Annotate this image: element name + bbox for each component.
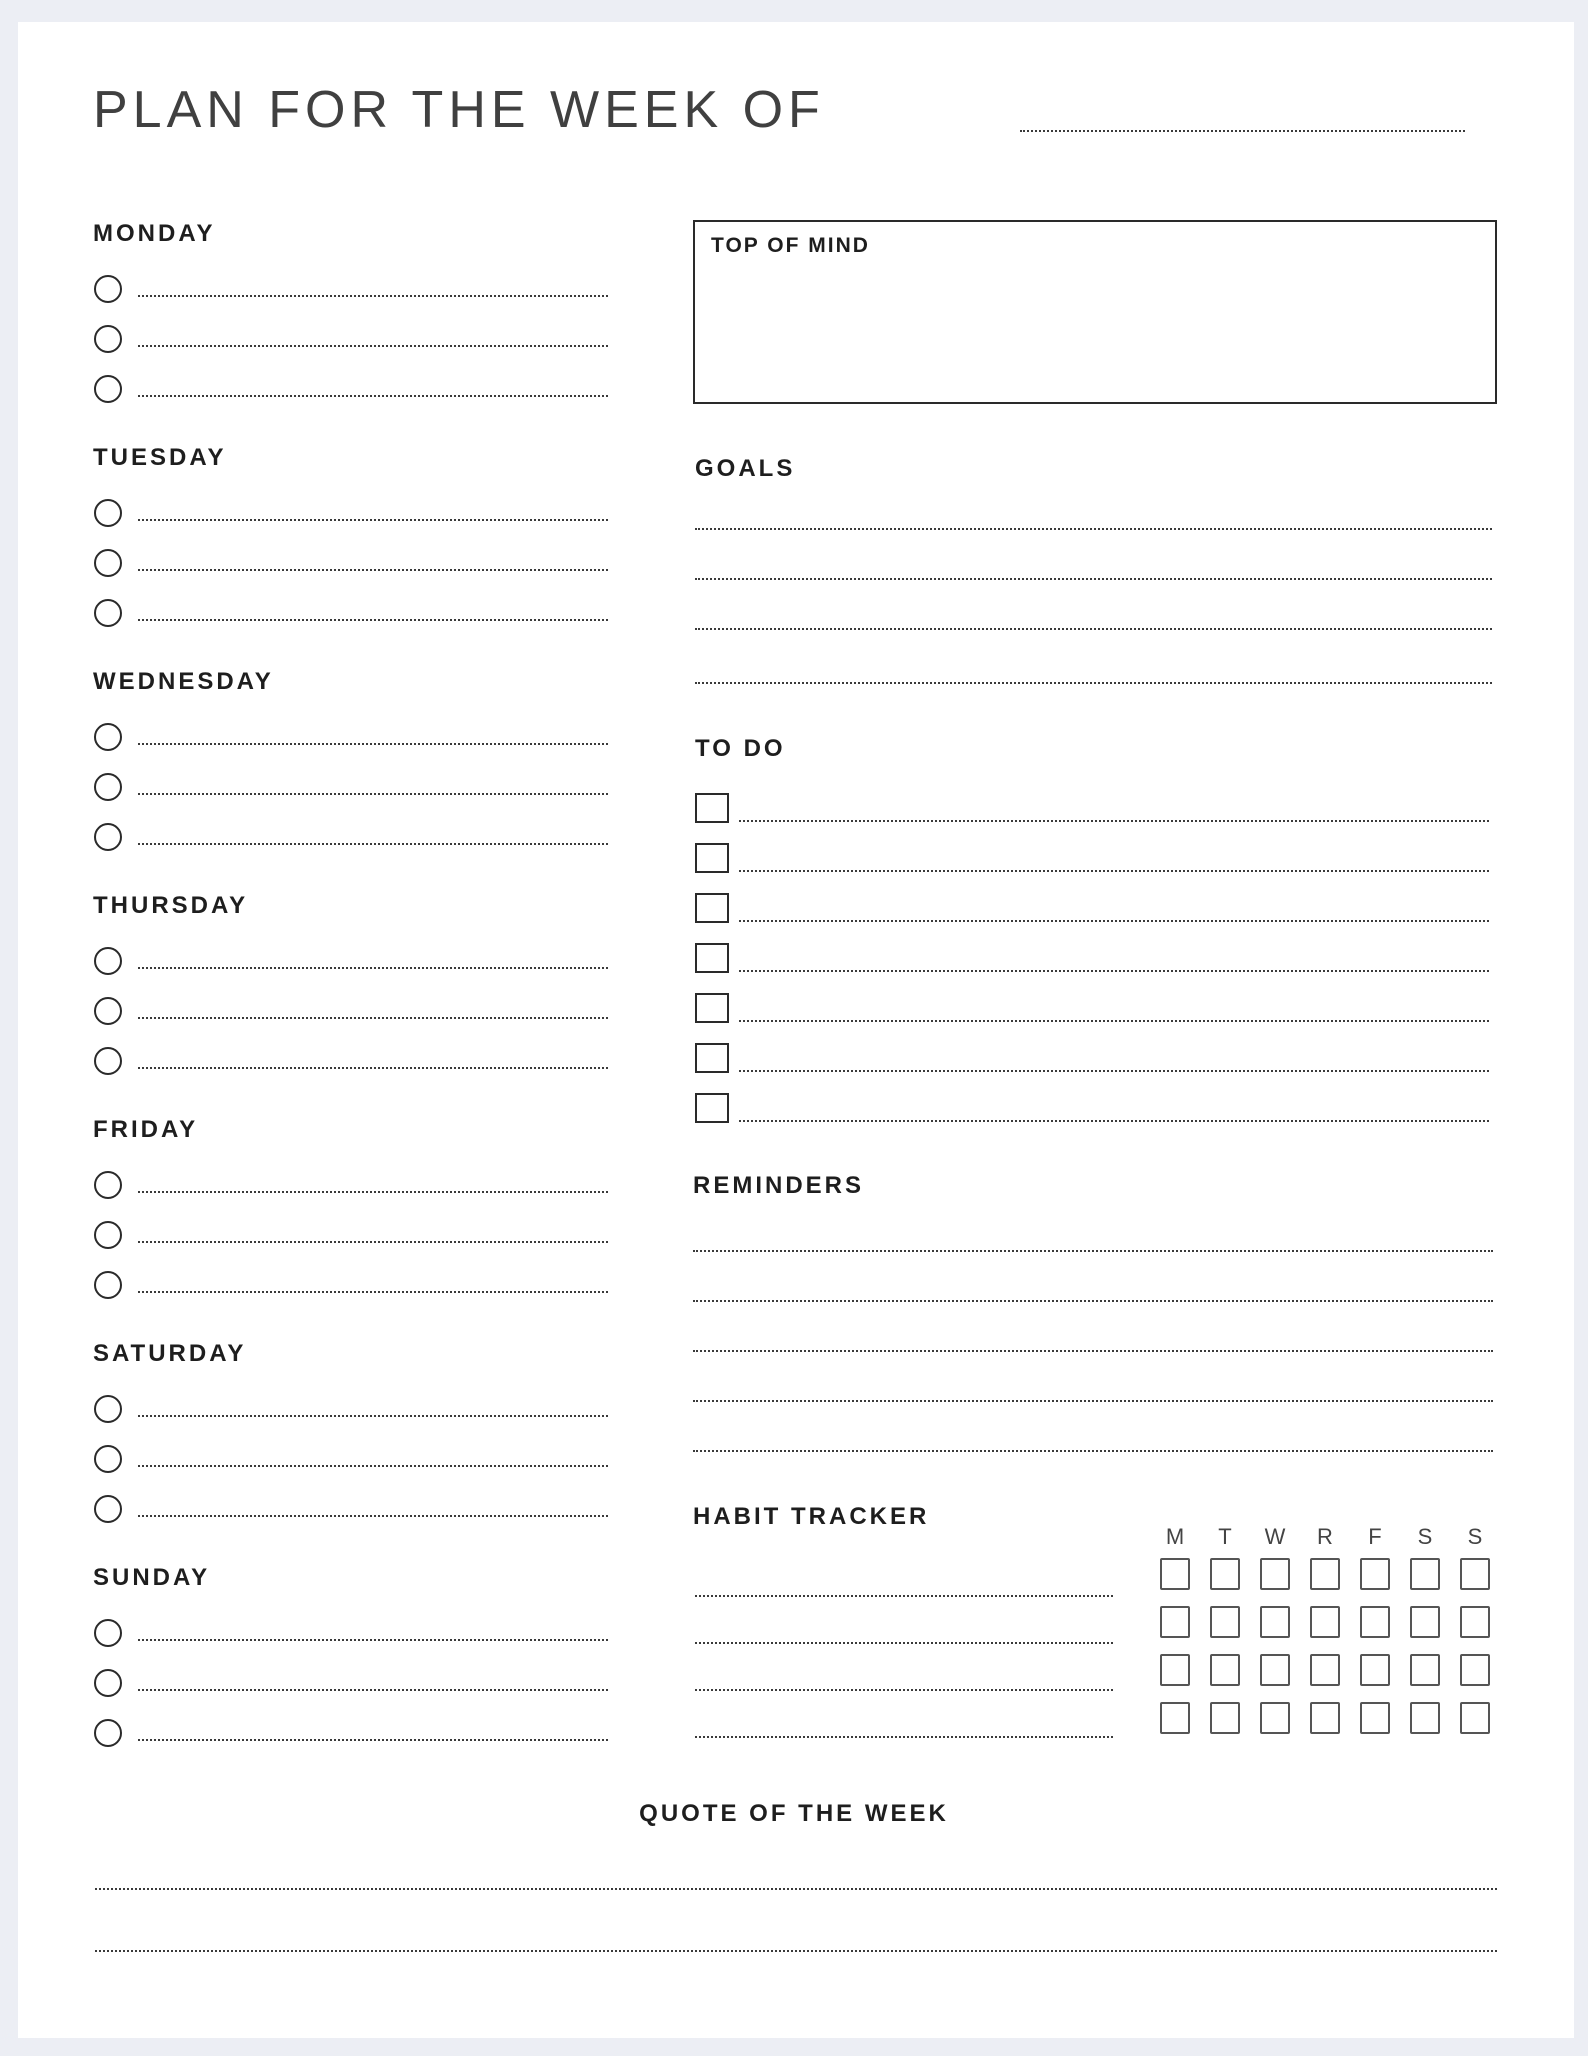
habit-checkbox[interactable] <box>1410 1558 1440 1590</box>
task-radio[interactable] <box>94 599 122 627</box>
habit-checkbox[interactable] <box>1260 1702 1290 1734</box>
task-radio[interactable] <box>94 773 122 801</box>
habit-checkbox[interactable] <box>1160 1654 1190 1686</box>
reminder-line[interactable] <box>693 1400 1493 1402</box>
goals-heading: GOALS <box>695 455 796 482</box>
day-heading-thursday: THURSDAY <box>93 892 249 919</box>
day-heading-friday: FRIDAY <box>93 1116 199 1143</box>
habit-checkbox[interactable] <box>1360 1654 1390 1686</box>
habit-checkbox[interactable] <box>1410 1654 1440 1686</box>
reminder-line[interactable] <box>693 1350 1493 1352</box>
task-line[interactable] <box>138 519 608 521</box>
habit-checkbox[interactable] <box>1460 1654 1490 1686</box>
top-of-mind-label: TOP OF MIND <box>711 234 870 257</box>
task-radio[interactable] <box>94 1271 122 1299</box>
todo-checkbox[interactable] <box>695 943 729 973</box>
todo-heading: TO DO <box>695 735 786 762</box>
task-line[interactable] <box>138 1639 608 1641</box>
task-line[interactable] <box>138 1689 608 1691</box>
habit-checkbox[interactable] <box>1310 1702 1340 1734</box>
goal-line[interactable] <box>695 682 1492 684</box>
task-radio[interactable] <box>94 1171 122 1199</box>
top-of-mind-box[interactable] <box>693 220 1497 404</box>
task-line[interactable] <box>138 345 608 347</box>
habit-day-label: R <box>1317 1524 1333 1549</box>
todo-line[interactable] <box>739 920 1489 922</box>
day-heading-sunday: SUNDAY <box>93 1564 211 1591</box>
task-line[interactable] <box>138 743 608 745</box>
day-heading-tuesday: TUESDAY <box>93 444 227 471</box>
task-radio[interactable] <box>94 1669 122 1697</box>
todo-checkbox[interactable] <box>695 793 729 823</box>
reminder-line[interactable] <box>693 1250 1493 1252</box>
habit-checkbox[interactable] <box>1260 1606 1290 1638</box>
task-radio[interactable] <box>94 723 122 751</box>
habit-name-line[interactable] <box>695 1642 1113 1644</box>
task-line[interactable] <box>138 1017 608 1019</box>
task-line[interactable] <box>138 395 608 397</box>
task-line[interactable] <box>138 1465 608 1467</box>
quote-line[interactable] <box>95 1888 1497 1890</box>
habit-checkbox[interactable] <box>1260 1654 1290 1686</box>
habit-day-label: S <box>1417 1524 1433 1549</box>
todo-checkbox[interactable] <box>695 843 729 873</box>
task-line[interactable] <box>138 1515 608 1517</box>
habit-day-label: W <box>1264 1524 1286 1549</box>
task-line[interactable] <box>138 1291 608 1293</box>
task-radio[interactable] <box>94 1495 122 1523</box>
task-line[interactable] <box>138 619 608 621</box>
reminders-heading: REMINDERS <box>693 1172 865 1199</box>
goal-line[interactable] <box>695 578 1492 580</box>
task-line[interactable] <box>138 793 608 795</box>
week-of-field[interactable] <box>1020 130 1465 132</box>
task-line[interactable] <box>138 967 608 969</box>
reminder-line[interactable] <box>693 1450 1493 1452</box>
goal-line[interactable] <box>695 528 1492 530</box>
task-line[interactable] <box>138 295 608 297</box>
todo-line[interactable] <box>739 820 1489 822</box>
reminder-line[interactable] <box>693 1300 1493 1302</box>
todo-checkbox[interactable] <box>695 993 729 1023</box>
task-line[interactable] <box>138 1191 608 1193</box>
habit-checkbox[interactable] <box>1410 1606 1440 1638</box>
page-title: PLAN FOR THE WEEK OF <box>93 81 825 139</box>
todo-checkbox[interactable] <box>695 1043 729 1073</box>
todo-line[interactable] <box>739 1120 1489 1122</box>
task-radio[interactable] <box>94 1221 122 1249</box>
task-line[interactable] <box>138 843 608 845</box>
task-radio[interactable] <box>94 1445 122 1473</box>
habit-checkbox[interactable] <box>1460 1606 1490 1638</box>
task-radio[interactable] <box>94 375 122 403</box>
task-radio[interactable] <box>94 1719 122 1747</box>
task-radio[interactable] <box>94 499 122 527</box>
habit-checkbox[interactable] <box>1260 1558 1290 1590</box>
habit-name-line[interactable] <box>695 1689 1113 1691</box>
task-line[interactable] <box>138 1241 608 1243</box>
habit-checkbox[interactable] <box>1160 1606 1190 1638</box>
task-radio[interactable] <box>94 947 122 975</box>
quote-line[interactable] <box>95 1950 1497 1952</box>
day-heading-monday: MONDAY <box>93 220 216 247</box>
habit-day-label: M <box>1165 1524 1185 1549</box>
task-radio[interactable] <box>94 1619 122 1647</box>
day-heading-wednesday: WEDNESDAY <box>93 668 274 695</box>
habit-name-line[interactable] <box>695 1595 1113 1597</box>
task-radio[interactable] <box>94 549 122 577</box>
habit-checkbox[interactable] <box>1360 1606 1390 1638</box>
habit-checkbox[interactable] <box>1210 1558 1240 1590</box>
task-line[interactable] <box>138 569 608 571</box>
quote-heading: QUOTE OF THE WEEK <box>639 1800 949 1827</box>
habit-day-label: S <box>1467 1524 1483 1549</box>
todo-checkbox[interactable] <box>695 1093 729 1123</box>
task-radio[interactable] <box>94 823 122 851</box>
habit-checkbox[interactable] <box>1310 1558 1340 1590</box>
task-radio[interactable] <box>94 1047 122 1075</box>
todo-checkbox[interactable] <box>695 893 729 923</box>
habit-checkbox[interactable] <box>1460 1702 1490 1734</box>
todo-line[interactable] <box>739 970 1489 972</box>
habit-checkbox[interactable] <box>1160 1558 1190 1590</box>
habit-tracker-heading: HABIT TRACKER <box>693 1503 930 1530</box>
task-radio[interactable] <box>94 275 122 303</box>
task-line[interactable] <box>138 1415 608 1417</box>
task-radio[interactable] <box>94 997 122 1025</box>
todo-line[interactable] <box>739 1020 1489 1022</box>
habit-checkbox[interactable] <box>1360 1558 1390 1590</box>
habit-day-label: T <box>1218 1524 1232 1549</box>
habit-name-line[interactable] <box>695 1736 1113 1738</box>
habit-checkbox[interactable] <box>1210 1654 1240 1686</box>
todo-line[interactable] <box>739 870 1489 872</box>
habit-checkbox[interactable] <box>1160 1702 1190 1734</box>
habit-checkbox[interactable] <box>1360 1702 1390 1734</box>
goal-line[interactable] <box>695 628 1492 630</box>
habit-checkbox[interactable] <box>1310 1654 1340 1686</box>
habit-checkbox[interactable] <box>1460 1558 1490 1590</box>
task-line[interactable] <box>138 1067 608 1069</box>
habit-checkbox[interactable] <box>1210 1606 1240 1638</box>
task-radio[interactable] <box>94 1395 122 1423</box>
habit-checkbox[interactable] <box>1210 1702 1240 1734</box>
day-heading-saturday: SATURDAY <box>93 1340 247 1367</box>
task-line[interactable] <box>138 1739 608 1741</box>
habit-checkbox[interactable] <box>1410 1702 1440 1734</box>
habit-day-label: F <box>1368 1524 1382 1549</box>
habit-checkbox[interactable] <box>1310 1606 1340 1638</box>
todo-line[interactable] <box>739 1070 1489 1072</box>
task-radio[interactable] <box>94 325 122 353</box>
